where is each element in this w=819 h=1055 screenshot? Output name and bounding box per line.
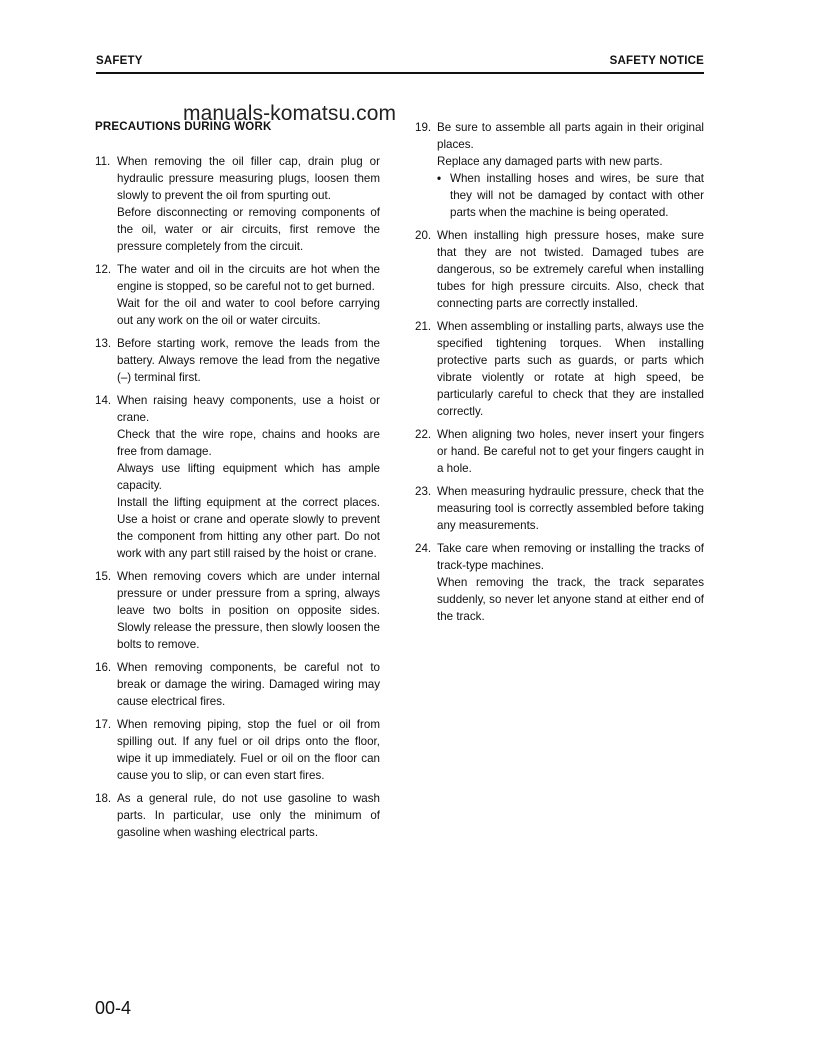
- precaution-item: [415, 483, 704, 534]
- item-paragraph: When removing the track, the track separates suddenly, so never let anyone stand at either end of the track.: [437, 576, 704, 623]
- precaution-item: [95, 568, 380, 653]
- item-paragraph: Be sure to assemble all parts again in their original places.: [437, 121, 704, 151]
- page-number: 00-4: [95, 998, 132, 1018]
- item-number: 18.: [95, 792, 112, 805]
- item-paragraph: Install the lifting equipment at the correct places. Use a hoist or crane and operate slowly to prevent the component from hitting any other part. Do not work with any part still raised by the hoist or crane.: [117, 496, 380, 560]
- precaution-item: [415, 318, 704, 420]
- header-title: SAFETY NOTICE: [609, 55, 704, 67]
- item-body: [117, 335, 380, 386]
- precaution-item: [95, 392, 380, 562]
- item-body: [117, 716, 380, 784]
- bullet-icon: •: [437, 172, 442, 185]
- item-body: [117, 392, 380, 562]
- bullet-text: When installing hoses and wires, be sure that they will not be damaged by contact with other parts when the machine is being operated.: [450, 172, 704, 219]
- item-paragraph: When installing high pressure hoses, make sure that they are not twisted. Damaged tubes are dangerous, so be extremely careful when installing tubes for high pressure circuits. Also, check that connecting parts are correctly installed.: [437, 229, 704, 310]
- item-body: [117, 261, 380, 329]
- precautions-list-right: [415, 119, 704, 625]
- item-paragraph: When removing piping, stop the fuel or oil from spilling out. If any fuel or oil drips onto the floor, wipe it up immediately. Fuel or oil on the floor can cause you to slip, or can even start fires.: [117, 718, 380, 782]
- item-number: 20.: [415, 229, 432, 242]
- item-paragraph: As a general rule, do not use gasoline to wash parts. In particular, use only the minimum of gasoline when washing electrical parts.: [117, 792, 380, 839]
- precaution-item: [95, 716, 380, 784]
- item-number: 12.: [95, 263, 112, 276]
- section-title: PRECAUTIONS DURING WORK: [95, 121, 272, 133]
- precautions-list-left: [95, 153, 380, 841]
- item-number: 14.: [95, 394, 112, 407]
- right-column: [415, 119, 704, 631]
- precaution-item: [95, 790, 380, 841]
- bullet-point: [437, 170, 704, 221]
- item-body: [437, 540, 704, 625]
- item-number: 11.: [95, 155, 111, 168]
- item-paragraph: When removing components, be careful not to break or damage the wiring. Damaged wiring may cause electrical fires.: [117, 661, 380, 708]
- precaution-item: [415, 426, 704, 477]
- header-section-label: SAFETY: [96, 55, 143, 67]
- item-paragraph: When assembling or installing parts, always use the specified tightening torques. When installing protective parts such as guards, or parts which vibrate violently or rotate at high speed, be particularly careful to check that they are installed correctly.: [437, 320, 704, 418]
- item-body: [437, 227, 704, 312]
- item-body: [437, 426, 704, 477]
- item-paragraph: Take care when removing or installing the tracks of track-type machines.: [437, 542, 704, 572]
- item-number: 23.: [415, 485, 432, 498]
- item-body: [117, 153, 380, 255]
- item-number: 17.: [95, 718, 112, 731]
- item-number: 15.: [95, 570, 112, 583]
- item-paragraph: Wait for the oil and water to cool before carrying out any work on the oil or water circuits.: [117, 297, 380, 327]
- item-paragraph: Before starting work, remove the leads from the battery. Always remove the lead from the negative (–) terminal first.: [117, 337, 380, 384]
- item-number: 13.: [95, 337, 112, 350]
- item-number: 21.: [415, 320, 432, 333]
- item-body: [117, 568, 380, 653]
- page-header: [96, 54, 704, 74]
- item-body: [117, 790, 380, 841]
- item-body: [437, 318, 704, 420]
- item-body: [437, 483, 704, 534]
- item-paragraph: When aligning two holes, never insert your fingers or hand. Be careful not to get your fingers caught in a hole.: [437, 428, 704, 475]
- item-paragraph: Before disconnecting or removing components of the oil, water or air circuits, first remove the pressure completely from the circuit.: [117, 206, 380, 253]
- item-number: 22.: [415, 428, 432, 441]
- item-number: 16.: [95, 661, 112, 674]
- item-paragraph: Always use lifting equipment which has ample capacity.: [117, 462, 380, 492]
- precaution-item: [415, 227, 704, 312]
- precaution-item: [95, 261, 380, 329]
- item-body: [437, 119, 704, 221]
- precaution-item: [95, 335, 380, 386]
- item-body: [117, 659, 380, 710]
- item-paragraph: Replace any damaged parts with new parts.: [437, 155, 663, 168]
- precaution-item: [415, 119, 704, 221]
- precaution-item: [95, 659, 380, 710]
- watermark-text: manuals-komatsu.com: [183, 102, 397, 125]
- item-paragraph: When raising heavy components, use a hoist or crane.: [117, 394, 380, 424]
- item-paragraph: The water and oil in the circuits are hot when the engine is stopped, so be careful not to get burned.: [117, 263, 380, 293]
- precaution-item: [415, 540, 704, 625]
- item-number: 24.: [415, 542, 432, 555]
- left-column: [95, 119, 380, 847]
- item-paragraph: When removing the oil filler cap, drain plug or hydraulic pressure measuring plugs, loosen them slowly to prevent the oil from spurting out.: [117, 155, 380, 202]
- item-paragraph: Check that the wire rope, chains and hooks are free from damage.: [117, 428, 380, 458]
- item-paragraph: When removing covers which are under internal pressure or under pressure from a spring, always leave two bolts in position on opposite sides. Slowly release the pressure, then slowly loosen the bolts to remove.: [117, 570, 380, 651]
- precaution-item: [95, 153, 380, 255]
- item-paragraph: When measuring hydraulic pressure, check that the measuring tool is correctly assembled before taking any measurements.: [437, 485, 704, 532]
- item-number: 19.: [415, 121, 432, 134]
